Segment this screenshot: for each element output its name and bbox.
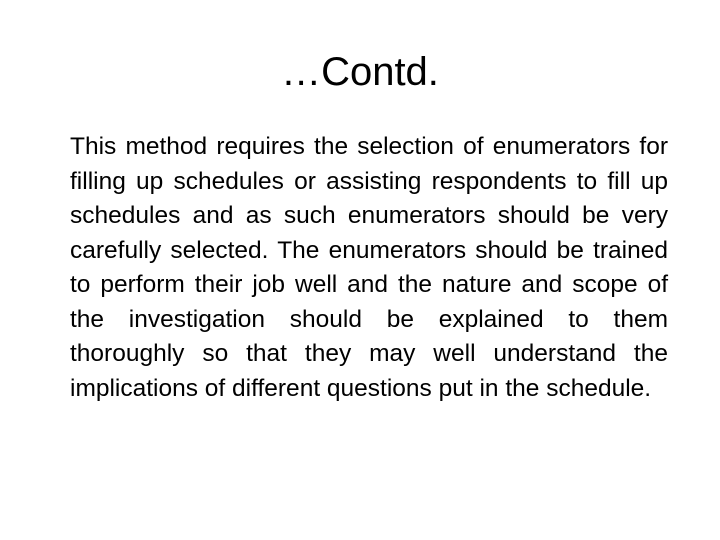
slide-title: …Contd. [281, 50, 439, 94]
slide-body-text: This method requires the selection of enumerators for filling up schedules or assisting respondents to fill up schedules and as such enumerators should be very carefully selected. The enumerators should be trained to perform their job well and the nature and scope of the investigation should be explained to them thoroughly so that they may well understand the implications of different questions put in the schedule. [70, 133, 668, 402]
